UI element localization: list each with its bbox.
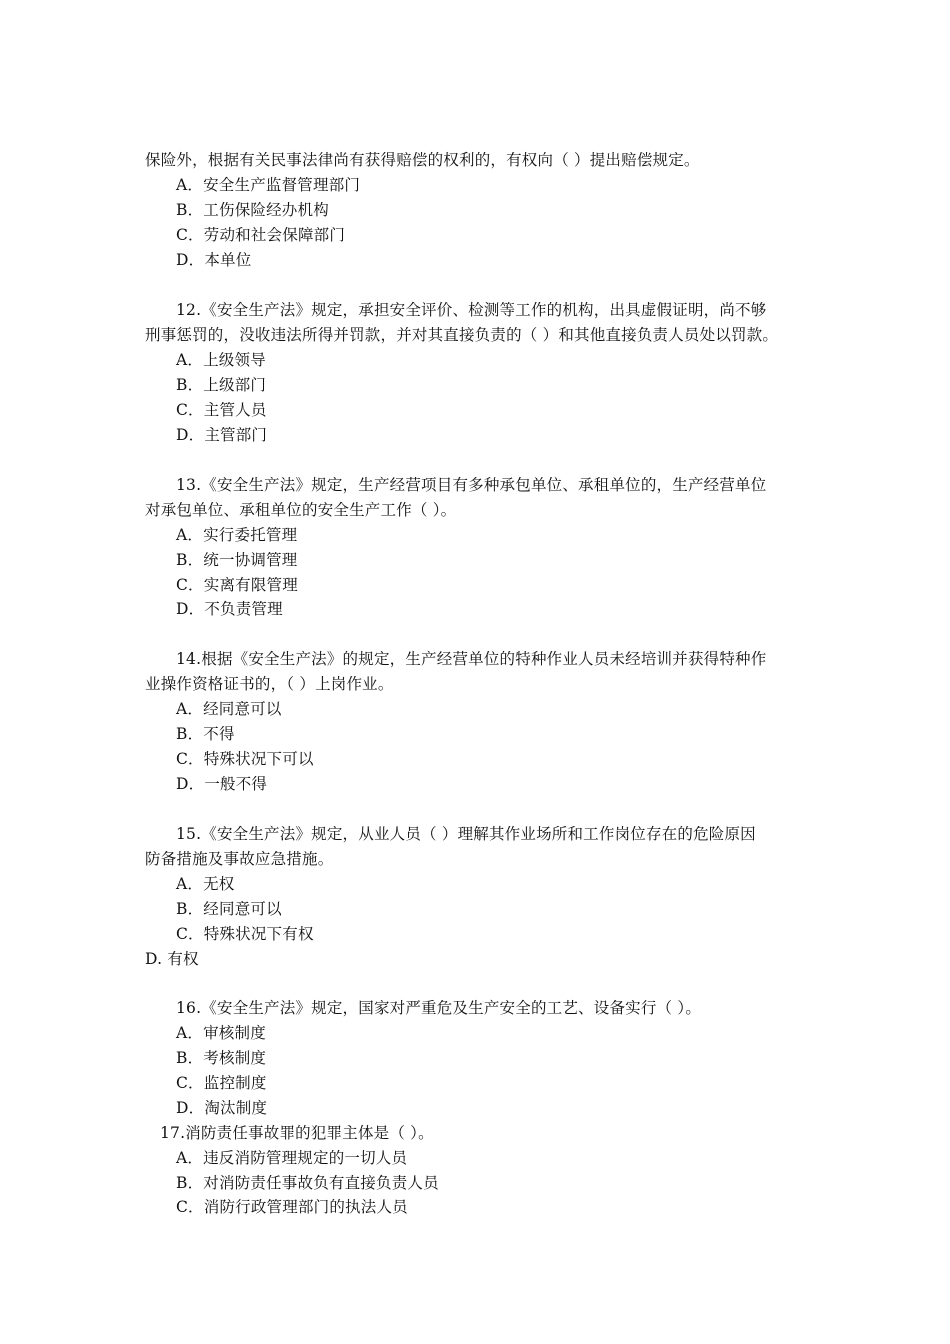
q12-stem-line-2: 刑事惩罚的，没收违法所得并罚款，并对其直接负责的（ ）和其他直接负责人员处以罚款。 — [145, 326, 779, 344]
q14-stem-line-2: 业操作资格证书的，（ ）上岗作业。 — [145, 675, 394, 693]
q15-option-d: D. 有权 — [145, 950, 199, 968]
q15-stem-line-2: 防备措施及事故应急措施。 — [145, 850, 334, 868]
q15-option-c: C．特殊状况下有权 — [176, 925, 314, 943]
q14-option-b: B．不得 — [176, 725, 235, 743]
q12-option-d: D．主管部门 — [176, 426, 268, 444]
q16-option-d: D．淘汰制度 — [176, 1099, 268, 1117]
q17-option-b: B．对消防责任事故负有直接负责人员 — [176, 1174, 439, 1192]
q17-option-a: A．违反消防管理规定的一切人员 — [176, 1149, 408, 1167]
q12-option-a: A．上级领导 — [176, 351, 266, 369]
q13-stem-line-2: 对承包单位、承租单位的安全生产工作（ ）。 — [145, 501, 457, 519]
q14-option-c: C．特殊状况下可以 — [176, 750, 314, 768]
q11-option-d: D．本单位 — [176, 251, 252, 269]
q13-stem-line-1: 13.《安全生产法》规定，生产经营项目有多种承包单位、承租单位的，生产经营单位 — [176, 476, 767, 494]
q16-stem-line: 16.《安全生产法》规定，国家对严重危及生产安全的工艺、设备实行（ ）。 — [176, 999, 702, 1017]
q17-stem-line: 17.消防责任事故罪的犯罪主体是（ ）。 — [160, 1124, 434, 1142]
q14-stem-line-1: 14.根据《安全生产法》的规定，生产经营单位的特种作业人员未经培训并获得特种作 — [176, 650, 767, 668]
q12-stem-line-1: 12.《安全生产法》规定，承担安全评价、检测等工作的机构，出具虚假证明，尚不够 — [176, 301, 767, 319]
q13-option-d: D．不负责管理 — [176, 600, 283, 618]
q16-option-b: B．考核制度 — [176, 1049, 267, 1067]
q13-option-a: A．实行委托管理 — [176, 526, 298, 544]
q11-stem-line: 保险外，根据有关民事法律尚有获得赔偿的权利的，有权向（ ）提出赔偿规定。 — [145, 151, 700, 169]
q12-option-c: C．主管人员 — [176, 401, 267, 419]
q15-stem-line-1: 15.《安全生产法》规定，从业人员（ ）理解其作业场所和工作岗位存在的危险原因 — [176, 825, 756, 843]
q13-option-b: B．统一协调管理 — [176, 551, 298, 569]
q12-option-b: B．上级部门 — [176, 376, 267, 394]
q16-option-c: C．监控制度 — [176, 1074, 267, 1092]
q14-option-a: A．经同意可以 — [176, 700, 282, 718]
q14-option-d: D．一般不得 — [176, 775, 268, 793]
q13-option-c: C．实离有限管理 — [176, 576, 298, 594]
q11-option-c: C．劳动和社会保障部门 — [176, 226, 346, 244]
q17-option-c: C．消防行政管理部门的执法人员 — [176, 1198, 408, 1216]
q15-option-a: A．无权 — [176, 875, 235, 893]
q16-option-a: A．审核制度 — [176, 1024, 266, 1042]
q11-option-a: A．安全生产监督管理部门 — [176, 176, 361, 194]
q11-option-b: B．工伤保险经办机构 — [176, 201, 329, 219]
q15-option-b: B．经同意可以 — [176, 900, 282, 918]
